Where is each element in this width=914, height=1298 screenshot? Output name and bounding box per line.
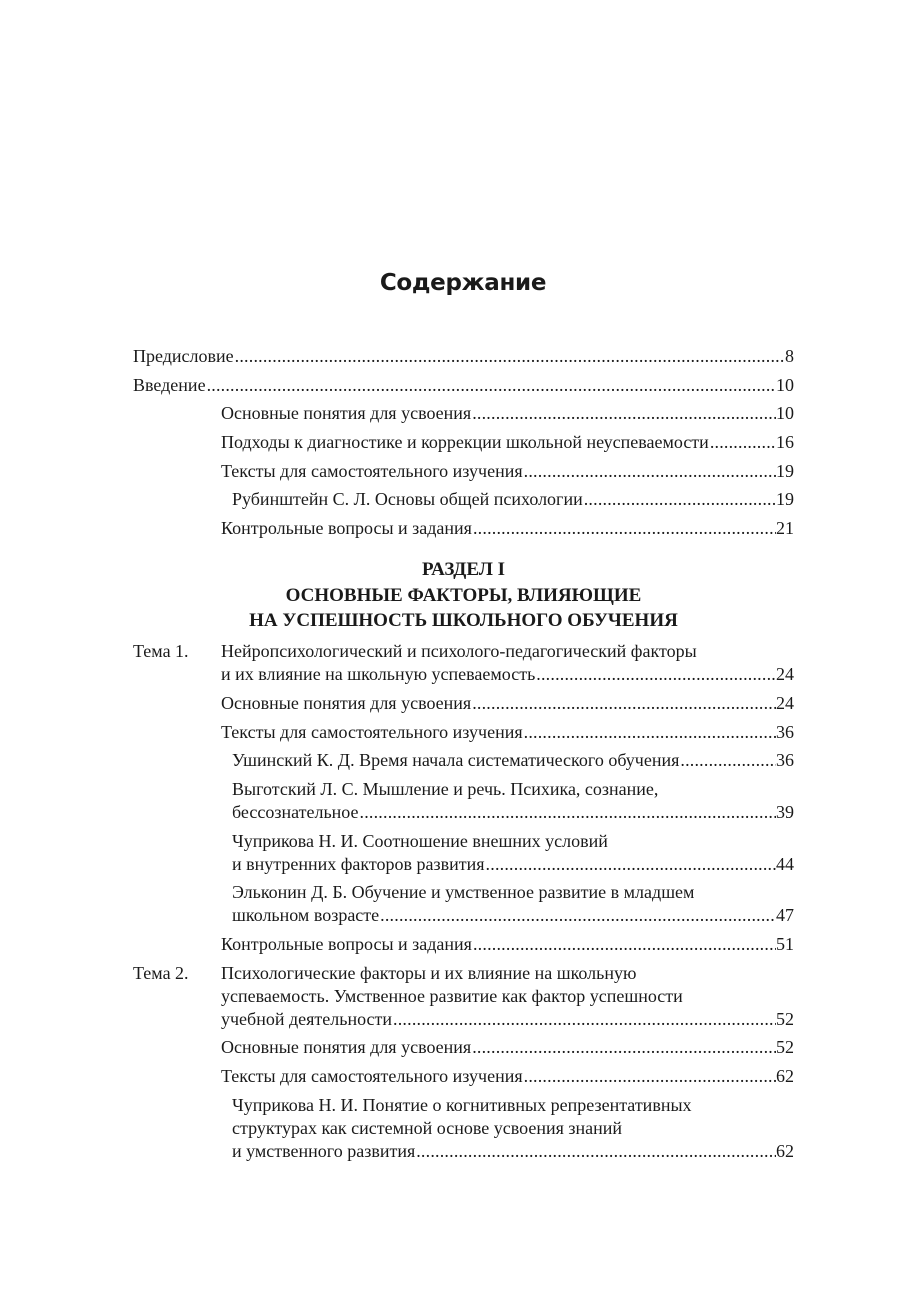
toc-entry-text[interactable]: Чуприкова Н. И. Соотношение внешних условий [232, 830, 608, 851]
dot-leader [234, 345, 785, 368]
page-number[interactable]: 52 [776, 1037, 794, 1058]
toc-entry-line [232, 1140, 794, 1163]
page-number[interactable]: 24 [776, 692, 794, 713]
toc-entry-body [232, 1094, 794, 1163]
toc-entry-text[interactable]: успеваемость. Умственное развитие как фактор успешности [221, 985, 683, 1006]
toc-entry-text[interactable]: Основные понятия для усвоения [221, 403, 472, 424]
toc-entry-text[interactable]: Выготский Л. С. Мышление и речь. Психика, сознание, [232, 778, 659, 799]
dot-leader [415, 1140, 776, 1163]
toc-entry-line [232, 1094, 794, 1117]
toc-entry[interactable] [133, 749, 794, 772]
toc-entry-text[interactable]: Рубинштейн С. Л. Основы общей психологии [232, 489, 583, 510]
toc-entry-line [221, 402, 794, 425]
toc-entry-line [221, 431, 794, 454]
toc-entry-body [221, 640, 794, 686]
toc-entry[interactable] [133, 692, 794, 715]
toc-entry[interactable] [133, 933, 794, 956]
toc-entry[interactable] [133, 488, 794, 511]
toc-entry-text[interactable]: Ушинский К. Д. Время начала систематического обучения [232, 750, 680, 771]
toc-entry-text[interactable]: и умственного развития [232, 1140, 416, 1161]
toc-entry-body [221, 962, 794, 1031]
toc-entry-line [232, 853, 794, 876]
toc-entry-line [221, 517, 794, 540]
toc-entry-line [221, 1065, 794, 1088]
toc-entry-body [232, 778, 794, 824]
toc-entry-text[interactable]: Основные понятия для усвоения [221, 1037, 472, 1058]
topic-label: Тема 1. [133, 641, 189, 662]
page-number[interactable]: 36 [776, 721, 794, 742]
toc-entry-text[interactable]: и внутренних факторов развития [232, 853, 485, 874]
toc-entry-line [232, 904, 794, 927]
page-number[interactable]: 21 [776, 518, 794, 539]
toc-entry[interactable] [133, 1036, 794, 1059]
toc-entry-body [221, 692, 794, 715]
dot-leader [472, 933, 776, 956]
section-heading-line: НА УСПЕШНОСТЬ ШКОЛЬНОГО ОБУЧЕНИЯ [249, 610, 678, 632]
toc-entry-text[interactable]: Тексты для самостоятельного изучения [221, 460, 523, 481]
page-number[interactable]: 62 [776, 1140, 794, 1161]
toc-entry-body [221, 1036, 794, 1059]
toc-entry[interactable] [133, 374, 794, 397]
toc-entry[interactable] [133, 517, 794, 540]
toc-entry-line [232, 749, 794, 772]
toc-entry-line [133, 345, 794, 368]
toc-entry[interactable] [133, 778, 794, 824]
toc-entry[interactable] [133, 402, 794, 425]
toc-entry[interactable] [133, 830, 794, 876]
toc-entry-body [221, 460, 794, 483]
toc-entry-text[interactable]: Предисловие [133, 346, 234, 366]
dot-leader [471, 402, 776, 425]
page-title: Содержание [379, 270, 547, 296]
dot-leader [206, 374, 776, 397]
toc-entry-text[interactable]: Контрольные вопросы и задания [221, 518, 472, 539]
toc-entry-text[interactable]: Эльконин Д. Б. Обучение и умственное развитие в младшем [232, 882, 695, 903]
toc-entry-body [221, 402, 794, 425]
toc-entry-line [232, 830, 794, 853]
toc-entry-text[interactable]: бессознательное [232, 801, 359, 822]
toc-entry-body [232, 881, 794, 927]
toc-entry-text[interactable]: Контрольные вопросы и задания [221, 933, 472, 954]
toc-entry[interactable] [133, 962, 794, 1031]
toc-entry-text[interactable]: Введение [133, 374, 206, 395]
toc-entry-line [221, 721, 794, 744]
topic-label: Тема 2. [133, 962, 189, 983]
dot-leader [535, 663, 776, 686]
dot-leader [523, 721, 776, 744]
dot-leader [679, 749, 776, 772]
toc-entry-line [232, 1117, 794, 1140]
toc-entry-line [221, 460, 794, 483]
page-number[interactable]: 24 [776, 664, 794, 685]
toc-entry-text[interactable]: Подходы к диагностике и коррекции школьной неуспеваемости [221, 432, 709, 453]
toc-entry[interactable] [133, 1094, 794, 1163]
toc-entry-body [221, 721, 794, 744]
page-number[interactable]: 39 [776, 801, 794, 822]
toc-entry-text[interactable]: Тексты для самостоятельного изучения [221, 721, 523, 742]
dot-leader [471, 1036, 776, 1059]
toc-entry-text[interactable]: Чуприкова Н. И. Понятие о когнитивных репрезентативных [232, 1094, 692, 1115]
page-number[interactable]: 8 [785, 346, 794, 366]
toc-entry-text[interactable]: Нейропсихологический и психолого-педагогический факторы [221, 641, 697, 662]
toc-entry-text[interactable]: структурах как системной основе усвоения знаний [232, 1117, 622, 1138]
toc-entry-text[interactable]: и их влияние на школьную успеваемость [221, 664, 536, 685]
dot-leader [709, 431, 776, 454]
dot-leader [359, 801, 777, 824]
toc-entry-line [232, 801, 794, 824]
page-number[interactable]: 62 [776, 1066, 794, 1086]
toc-entry-text[interactable]: учебной деятельности [221, 1008, 393, 1029]
dot-leader [523, 1065, 776, 1088]
toc-entry-line [232, 778, 794, 801]
page-number[interactable]: 51 [776, 933, 794, 954]
page-number[interactable]: 19 [776, 489, 794, 510]
dot-leader [583, 488, 776, 511]
toc-entry[interactable] [133, 721, 794, 744]
page-number[interactable]: 16 [776, 432, 794, 453]
toc-entry-body [221, 933, 794, 956]
toc-entry-text[interactable]: школьном возрасте [232, 905, 380, 926]
dot-leader [471, 692, 776, 715]
toc-entry[interactable] [133, 1065, 794, 1088]
toc-entry-line [221, 933, 794, 956]
toc-entry-body [221, 1065, 794, 1088]
toc-entry[interactable] [133, 345, 794, 368]
toc-entry-line [221, 663, 794, 686]
page-number[interactable]: 36 [776, 750, 794, 771]
dot-leader [485, 853, 776, 876]
toc-entry-line [221, 640, 794, 663]
toc-entry-body [221, 431, 794, 454]
toc-entry-line [133, 374, 794, 397]
toc-entry-line [221, 962, 794, 985]
toc-entry[interactable] [133, 881, 794, 927]
toc-entry-line [232, 488, 794, 511]
toc-entry-text[interactable]: Тексты для самостоятельного изучения [221, 1066, 523, 1086]
toc-entry-text[interactable]: Основные понятия для усвоения [221, 692, 472, 713]
dot-leader [392, 1008, 776, 1031]
toc-entry[interactable] [133, 640, 794, 686]
toc-entry-body [232, 830, 794, 876]
table-of-contents [133, 345, 794, 1168]
section-heading-line: РАЗДЕЛ I [421, 559, 506, 581]
toc-entry-body [232, 488, 794, 511]
toc-entry-body [232, 749, 794, 772]
toc-entry[interactable] [133, 460, 794, 483]
toc-entry-line [221, 1008, 794, 1031]
toc-entry-line [221, 692, 794, 715]
section-heading-line: ОСНОВНЫЕ ФАКТОРЫ, ВЛИЯЮЩИЕ [285, 584, 642, 606]
page-number[interactable]: 10 [776, 374, 794, 395]
toc-entry-line [232, 881, 794, 904]
toc-entry[interactable] [133, 431, 794, 454]
dot-leader [523, 460, 776, 483]
toc-entry-body [221, 517, 794, 540]
dot-leader [379, 904, 776, 927]
toc-entry-line [221, 985, 794, 1008]
toc-entry-body [133, 374, 794, 397]
page-number[interactable]: 47 [776, 905, 794, 926]
page-number[interactable]: 19 [776, 460, 794, 481]
dot-leader [472, 517, 776, 540]
page-number[interactable]: 10 [776, 403, 794, 424]
page-number[interactable]: 44 [776, 853, 794, 874]
page-number[interactable]: 52 [776, 1008, 794, 1029]
toc-entry-text[interactable]: Психологические факторы и их влияние на школьную [221, 962, 637, 983]
toc-entry-line [221, 1036, 794, 1059]
section-heading [133, 557, 794, 634]
toc-entry-body [133, 345, 794, 368]
